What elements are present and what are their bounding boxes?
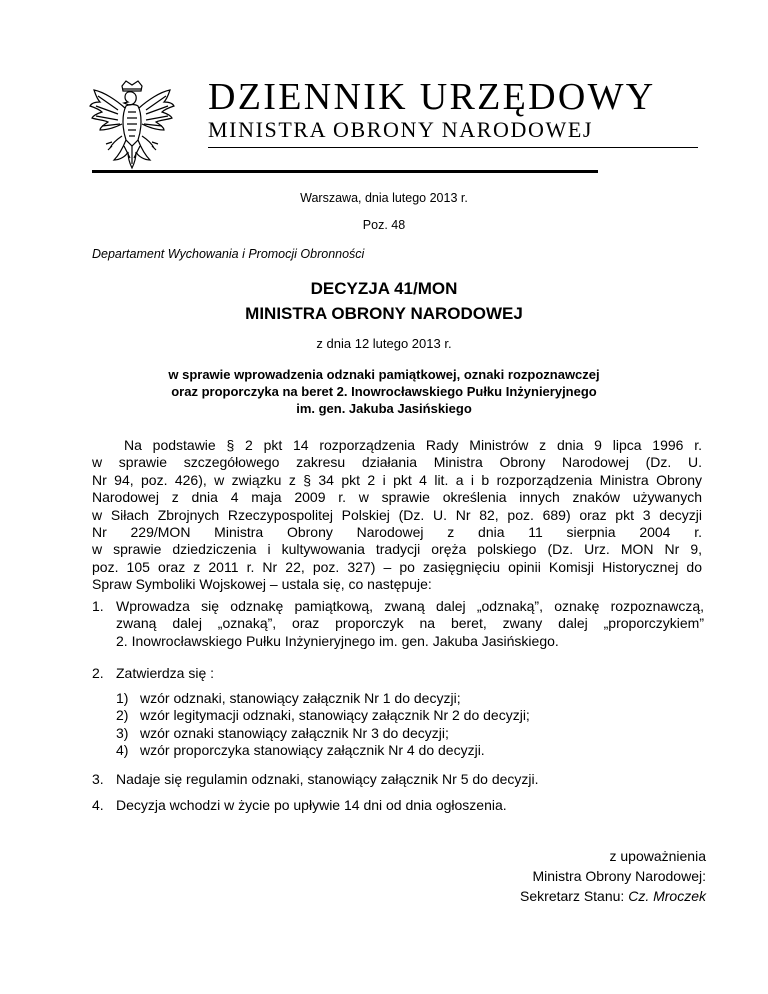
- sub-item-number: 4): [116, 742, 129, 759]
- preamble-paragraph: [92, 437, 702, 594]
- sub-item-number: 3): [116, 724, 129, 741]
- signature-authority: Ministra Obrony Narodowej:: [532, 868, 706, 884]
- item-line: Wprowadza się odznakę pamiątkową, zwaną dalej „odznaką”, oznakę rozpoznawczą,: [116, 598, 704, 614]
- sub-item-text: wzór legitymacji odznaki, stanowiący załącznik Nr 2 do decyzji;: [140, 707, 530, 724]
- item-number: 1.: [92, 598, 104, 614]
- decision-subject: [0, 366, 768, 417]
- item-number: 2.: [92, 665, 104, 681]
- position-number: Poz. 48: [362, 218, 406, 232]
- item-number: 4.: [92, 797, 104, 813]
- signature-block: [520, 846, 706, 906]
- decision-number: DECYZJA 41/MON: [310, 279, 458, 298]
- sub-item-text: wzór odznaki, stanowiący załącznik Nr 1 do decyzji;: [140, 690, 461, 706]
- subject-line: im. gen. Jakuba Jasińskiego: [296, 401, 472, 416]
- signature-authorization: z upoważnienia: [609, 848, 706, 864]
- decision-date: z dnia 12 lutego 2013 r.: [316, 336, 452, 351]
- decision-issuer: MINISTRA OBRONY NARODOWEJ: [245, 304, 523, 323]
- eagle-emblem-icon: [88, 80, 176, 172]
- subject-line: w sprawie wprowadzenia odznaki pamiątkowej, oznaki rozpoznawczej: [168, 367, 600, 382]
- sub-list-item: [116, 725, 530, 742]
- department-name: Departament Wychowania i Promocji Obronności: [92, 247, 365, 261]
- preamble-line: Nr 94, poz. 426), w związku z § 34 pkt 2 i pkt 4 lit. a i b rozporządzenia Ministra Obrony: [92, 471, 702, 488]
- item-line: Decyzja wchodzi w życie po upływie 14 dni od dnia ogłoszenia.: [116, 797, 507, 813]
- item-number: 3.: [92, 771, 104, 787]
- preamble-line: poz. 105 oraz z 2011 r. Nr 22, poz. 327) – po zasięgnięciu opinii Komisji Historycznej do: [92, 558, 702, 575]
- preamble-line: w sprawie szczegółowego zakresu działania Ministra Obrony Narodowej (Dz. U.: [92, 454, 702, 471]
- header-divider: [92, 170, 598, 173]
- item-line: 2. Inowrocławskiego Pułku Inżynieryjnego im. gen. Jakuba Jasińskiego.: [116, 632, 559, 649]
- sub-item-text: wzór proporczyka stanowiący załącznik Nr 4 do decyzji.: [140, 742, 485, 759]
- signature-signatory: [520, 886, 706, 906]
- preamble-line: w Siłach Zbrojnych Rzeczypospolitej Polskiej (Dz. U. Nr 82, poz. 689) oraz pkt 3 decyzji: [92, 506, 702, 523]
- masthead-subtitle: MINISTRA OBRONY NARODOWEJ: [208, 117, 594, 142]
- sub-list-item: [116, 707, 530, 724]
- masthead-title: DZIENNIK URZĘDOWY: [208, 76, 656, 118]
- sub-item-number: 1): [116, 690, 129, 706]
- place-and-date: Warszawa, dnia lutego 2013 r.: [300, 191, 468, 205]
- sub-list-item: [116, 742, 530, 759]
- preamble-line: Narodowej z dnia 4 maja 2009 r. w sprawie określenia innych znaków używanych: [92, 489, 702, 506]
- subject-line: oraz proporczyka na beret 2. Inowrocławskiego Pułku Inżynieryjnego: [171, 384, 597, 399]
- item-line: Nadaje się regulamin odznaki, stanowiący załącznik Nr 5 do decyzji.: [116, 771, 539, 787]
- item-line: zwaną dalej „oznaką”, oraz proporczyk na beret, zwany dalej „proporczykiem”: [116, 615, 704, 632]
- sub-list: [116, 690, 530, 760]
- preamble-line: Spraw Symboliki Wojskowej – ustala się, co następuje:: [92, 576, 432, 593]
- signatory-role: Sekretarz Stanu:: [520, 888, 625, 904]
- masthead-divider: [208, 147, 698, 148]
- preamble-line: w sprawie dziedziczenia i kultywowania tradycji oręża polskiego (Dz. Urz. MON Nr 9,: [92, 541, 702, 558]
- sub-list-item: [116, 690, 530, 707]
- signatory-name: Cz. Mroczek: [628, 888, 706, 904]
- sub-item-number: 2): [116, 707, 129, 724]
- preamble-line: Na podstawie § 2 pkt 14 rozporządzenia Rady Ministrów z dnia 9 lipca 1996 r.: [124, 437, 702, 453]
- preamble-line: Nr 229/MON Ministra Obrony Narodowej z dnia 11 sierpnia 2004 r.: [92, 524, 702, 541]
- sub-item-text: wzór oznaki stanowiący załącznik Nr 3 do decyzji;: [140, 724, 449, 741]
- item-line: Zatwierdza się :: [116, 665, 215, 681]
